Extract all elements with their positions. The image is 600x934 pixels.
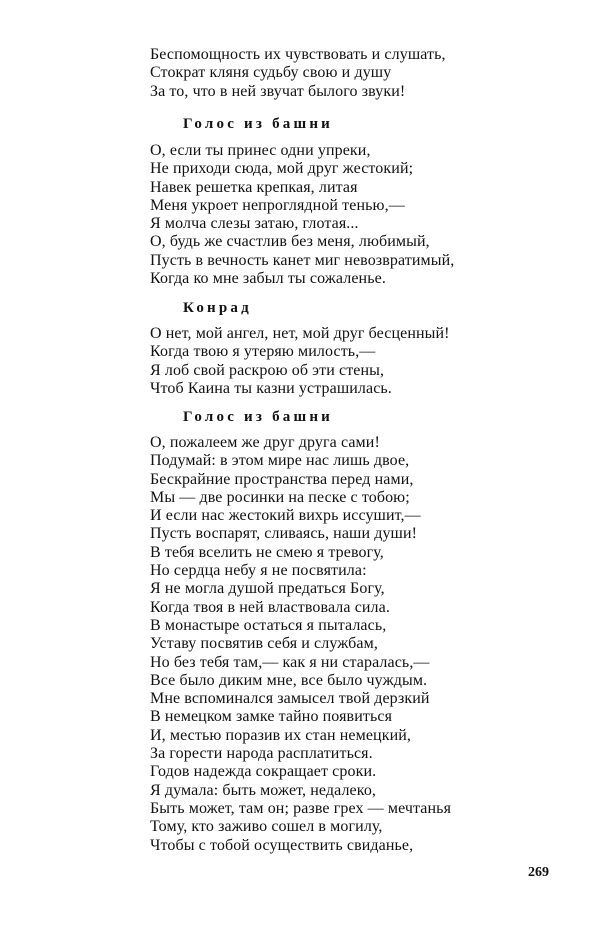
poem-line: Но сердца небу я не посвятила: [150,562,367,580]
poem-line: Подумай: в этом мире нас лишь двое, [150,452,410,470]
speaker-heading-konrad: Конрад [183,300,252,316]
poem-line: Когда твою я утеряю милость,— [150,343,376,361]
poem-line: Меня укроет непроглядной тенью,— [150,196,405,214]
poem-line: Когда твоя в ней властвовала сила. [150,598,390,616]
poem-line: Я молча слезы затаю, глотая... [150,215,359,233]
poem-line: О, будь же счастлив без меня, любимый, [150,233,430,251]
poem-line: Мне вспоминался замысел твой дерзкий [150,690,430,708]
poem-line: Пусть воспарят, сливаясь, наши души! [150,525,418,543]
poem-line: В тебя вселить не смею я тревогу, [150,543,384,561]
poem-line: Пусть в вечность канет миг невозвратимый, [150,251,455,269]
poem-line: Тому, кто заживо сошел в могилу, [150,818,383,836]
poem-line: Быть может, там он; разве грех — мечтанья [150,799,452,817]
poem-line: Когда ко мне забыл ты сожаленье. [150,270,386,288]
poem-line: Но без тебя там,— как я ни старалась,— [150,653,430,671]
poem-line: Все было диким мне, все было чуждым. [150,671,428,689]
page-number: 269 [528,865,549,880]
speaker-heading-voice-from-tower: Голос из башни [183,116,334,132]
poem-line: Я лоб свой раскрою об эти стены, [150,361,385,379]
poem-line: Не приходи сюда, мой друг жестокий; [150,160,414,178]
poem-line: И, местью поразив их стан немецкий, [150,726,411,744]
poem-line: Бескрайние пространства перед нами, [150,470,414,488]
stanza-3 [150,325,450,398]
poem-line: О, пожалеем же друг друга сами! [150,434,380,451]
stanza-4 [150,434,451,855]
poem-line: Навек решетка крепкая, литая [150,178,358,196]
poem-line: О нет, мой ангел, нет, мой друг бесценный! [150,325,450,342]
speaker-heading-voice-from-tower: Голос из башни [183,409,334,425]
poem-line: За горести народа расплатиться. [150,745,373,763]
poem-line: Стократ кляня судьбу свою и душу [150,64,392,82]
poem-line: В монастыре остаться я пыталась, [150,616,387,634]
stanza-2 [150,142,454,288]
poem-line: Я думала: быть может, недалеко, [150,781,377,799]
stanza-1 [150,46,446,101]
poem-line: В немецком замке тайно появиться [150,708,393,726]
poem-line: Я не могла душой предаться Богу, [150,580,385,598]
poem-line: Годов надежда сокращает сроки. [150,763,377,781]
poem-line: Чтобы с тобой осуществить свиданье, [150,836,414,854]
poem-line: Уставу посвятив себя и службам, [150,635,378,653]
poem-line: За то, что в ней звучат былого звуки! [150,82,406,100]
poem-line: Беспомощность их чувствовать и слушать, [150,46,446,63]
poem-line: И если нас жестокий вихрь иссушит,— [150,507,421,525]
poem-line: Чтоб Каина ты казни устрашилась. [150,379,392,397]
poem-line: Мы — две росинки на песке с тобою; [150,488,410,506]
poem-line: О, если ты принес одни упреки, [150,142,371,159]
